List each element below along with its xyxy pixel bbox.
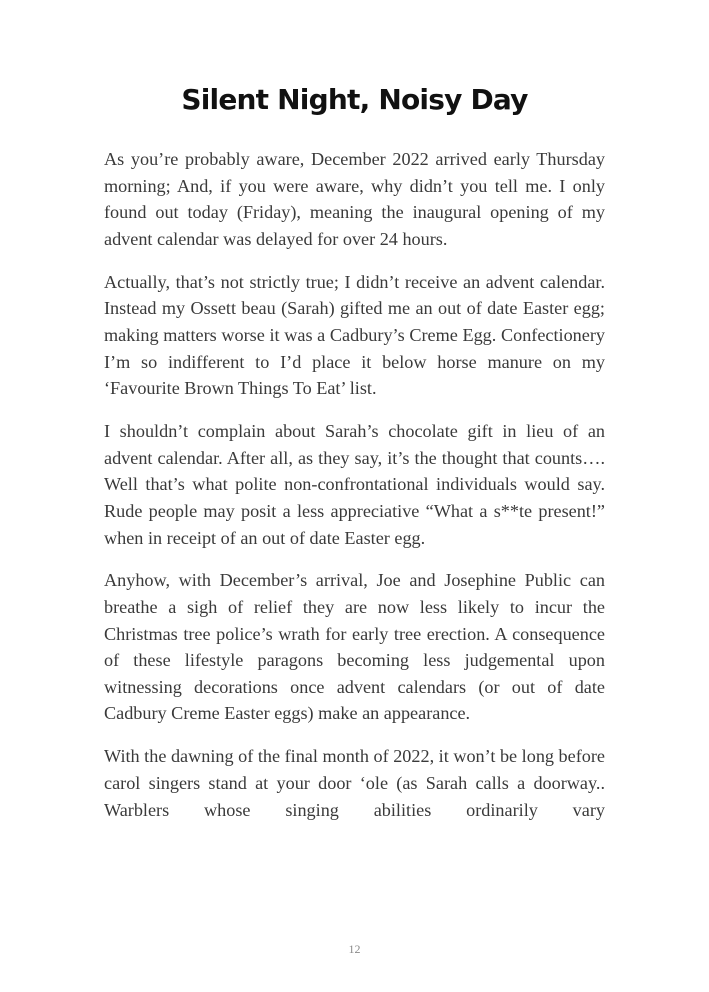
paragraph-5: With the dawning of the final month of 2022, it won’t be long before carol singers stand at your door ‘ole (as Sarah calls a doorway.. Warblers whose singing abilities ordinarily vary bbox=[104, 746, 606, 820]
page-title: Silent Night, Noisy Day bbox=[181, 83, 528, 116]
body-text bbox=[104, 146, 605, 840]
page-number: 12 bbox=[348, 942, 361, 956]
paragraph-2: Actually, that’s not strictly true; I didn’t receive an advent calendar. Instead my Ossett beau (Sarah) gifted me an out of date Easter egg; making matters worse it was a Cadbury’s Creme Egg. Confectionery I’m so indifferent to I’d place it below horse manure on my ‘Favourite Brown Things To Eat’ list. bbox=[104, 271, 605, 399]
paragraph-3: I shouldn’t complain about Sarah’s chocolate gift in lieu of an advent calendar. After all, as they say, it’s the thought that counts…. Well that’s what polite non-confrontational individuals would say. Rude people may posit a less appreciative “What a s**te present!” when in receipt of an out of date Easter egg. bbox=[104, 421, 605, 548]
paragraph-1: As you’re probably aware, December 2022 arrived early Thursday morning; And, if you were aware, why didn’t you tell me. I only found out today (Friday), meaning the inaugural opening of my advent calendar was delayed for over 24 hours. bbox=[104, 149, 605, 249]
paragraph-4: Anyhow, with December’s arrival, Joe and Josephine Public can breathe a sigh of relief they are now less likely to incur the Christmas tree police’s wrath for early tree erection. A consequence of these lifestyle paragons becoming less judgemental upon witnessing decorations once advent calendars (or out of date Cadbury Creme Easter eggs) make an appearance. bbox=[104, 570, 605, 724]
